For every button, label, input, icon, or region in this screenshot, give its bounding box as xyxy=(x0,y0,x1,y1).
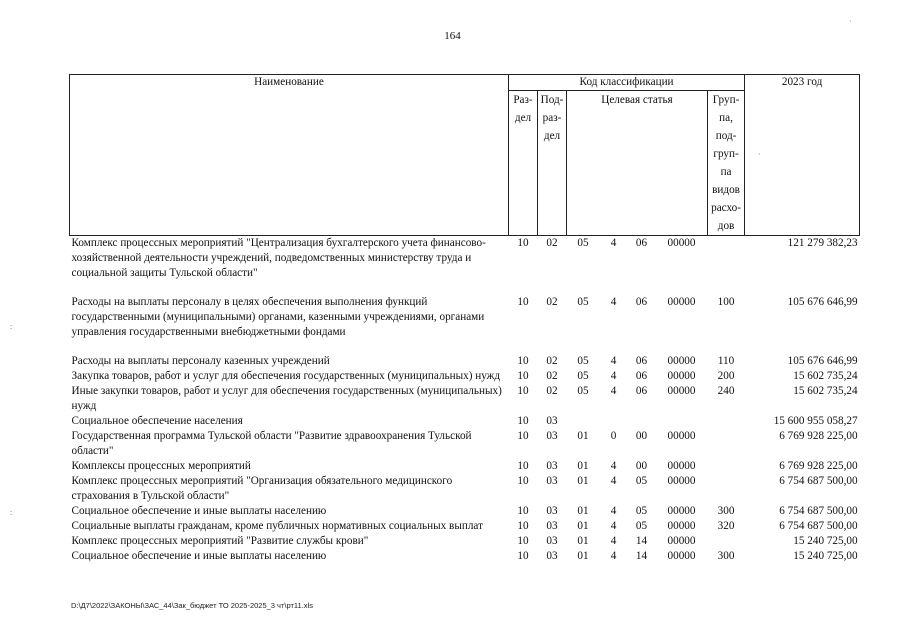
row-target-direction: 00000 xyxy=(667,385,696,397)
table-body xyxy=(70,236,860,565)
header-target-article: Целевая статья xyxy=(567,91,708,236)
row-subsection: 03 xyxy=(546,520,558,532)
header-code-group: Код классификации xyxy=(509,75,745,91)
table-row xyxy=(70,459,860,474)
row-target-program xyxy=(567,414,600,429)
row-target-program: 05 xyxy=(577,296,589,308)
table-header xyxy=(70,75,860,236)
row-target-complex: 00 xyxy=(635,430,648,442)
row-target-complex: 05 xyxy=(635,520,648,532)
row-expense-group xyxy=(708,474,745,504)
row-subsection: 03 xyxy=(546,460,558,472)
row-name: Социальные выплаты гражданам, кроме публичных нормативных социальных выплат xyxy=(71,520,483,532)
row-target-program: 05 xyxy=(577,370,589,382)
row-target-program: 05 xyxy=(577,237,589,249)
row-section: 10 xyxy=(517,550,529,562)
row-target-direction: 00000 xyxy=(667,355,696,367)
row-section: 10 xyxy=(517,296,529,308)
row-expense-group xyxy=(708,414,745,429)
row-target-program: 01 xyxy=(577,520,589,532)
row-target-program: 01 xyxy=(577,550,589,562)
row-section: 10 xyxy=(517,415,529,427)
row-expense-group: 200 xyxy=(717,370,735,382)
row-target-complex: 06 xyxy=(635,355,648,367)
row-expense-group xyxy=(708,534,745,549)
row-expense-group xyxy=(708,459,745,474)
table-row xyxy=(70,519,860,534)
row-target-type: 4 xyxy=(610,550,617,562)
table-row xyxy=(70,354,860,369)
header-section: Раз- дел xyxy=(509,91,538,236)
row-target-type: 4 xyxy=(610,505,617,517)
row-spacer xyxy=(70,340,860,354)
table-row xyxy=(70,549,860,564)
row-target-direction xyxy=(656,414,708,429)
row-target-complex: 06 xyxy=(635,296,648,308)
budget-table-container xyxy=(69,74,859,564)
row-target-program: 01 xyxy=(577,535,589,547)
table-row xyxy=(70,474,860,504)
table-row xyxy=(70,295,860,340)
row-target-complex: 05 xyxy=(635,475,648,487)
file-path-footer: D:\Д7\2022\ЗАКОНЫ\ЗАС_44\Зак_бюджет ТО 2025-2025_3 чт\рт11.xls xyxy=(71,601,313,610)
table-row xyxy=(70,414,860,429)
row-section: 10 xyxy=(517,430,529,442)
row-expense-group xyxy=(708,429,745,459)
row-name: Закупка товаров, работ и услуг для обеспечения государственных (муниципальных) нужд xyxy=(71,370,501,382)
row-subsection: 03 xyxy=(546,505,558,517)
row-target-direction: 00000 xyxy=(667,460,696,472)
budget-table xyxy=(69,74,860,564)
row-amount: 6 754 687 500,00 xyxy=(779,475,858,487)
row-section: 10 xyxy=(517,520,529,532)
page-number: 164 xyxy=(444,30,461,42)
row-target-direction: 00000 xyxy=(667,520,696,532)
row-target-type: 4 xyxy=(610,520,617,532)
row-expense-group: 100 xyxy=(717,296,735,308)
row-name: Комплексы процессных мероприятий xyxy=(71,460,251,472)
row-target-complex: 14 xyxy=(635,535,648,547)
row-amount: 15 602 735,24 xyxy=(793,370,858,382)
row-expense-group: 320 xyxy=(717,520,735,532)
row-target-direction: 00000 xyxy=(667,430,696,442)
row-name: Социальное обеспечение и иные выплаты населению xyxy=(71,505,327,517)
row-subsection: 03 xyxy=(546,475,558,487)
header-subsection: Под- раз- дел xyxy=(538,91,567,236)
row-name: Комплекс процессных мероприятий "Централизация бухгалтерского учета финансово-хозяйственной деятельности учреждений, подведомственных министерству труда и социальной защиты Тульской области" xyxy=(71,237,486,279)
row-subsection: 02 xyxy=(546,296,558,308)
table-row xyxy=(70,429,860,459)
row-target-type: 4 xyxy=(610,296,617,308)
row-name: Государственная программа Тульской области "Развитие здравоохранения Тульской области" xyxy=(71,430,472,457)
row-target-type: 0 xyxy=(610,430,617,442)
row-target-direction: 00000 xyxy=(667,550,696,562)
row-target-type: 4 xyxy=(610,370,617,382)
row-amount: 15 240 725,00 xyxy=(793,550,858,562)
row-target-program: 01 xyxy=(577,460,589,472)
row-subsection: 02 xyxy=(546,355,558,367)
scan-mark: : xyxy=(10,322,13,331)
table-row xyxy=(70,369,860,384)
row-target-complex: 14 xyxy=(635,550,648,562)
row-target-direction: 00000 xyxy=(667,296,696,308)
row-subsection: 03 xyxy=(546,415,558,427)
row-target-type xyxy=(600,414,628,429)
row-section: 10 xyxy=(517,237,529,249)
row-target-program: 05 xyxy=(577,355,589,367)
row-amount: 15 602 735,24 xyxy=(793,385,858,397)
scan-mark: : xyxy=(10,508,13,517)
row-section: 10 xyxy=(517,370,529,382)
row-expense-group xyxy=(708,236,745,282)
row-amount: 6 769 928 225,00 xyxy=(779,430,858,442)
row-target-type: 4 xyxy=(610,385,617,397)
row-amount: 6 754 687 500,00 xyxy=(779,520,858,532)
row-amount: 121 279 382,23 xyxy=(787,237,858,249)
row-target-complex: 06 xyxy=(635,237,648,249)
row-target-direction: 00000 xyxy=(667,370,696,382)
row-expense-group: 110 xyxy=(717,355,735,367)
row-target-program: 01 xyxy=(577,505,589,517)
row-target-program: 01 xyxy=(577,430,589,442)
row-target-direction: 00000 xyxy=(667,505,696,517)
row-spacer-cell xyxy=(70,340,860,354)
row-spacer xyxy=(70,281,860,295)
row-target-complex: 06 xyxy=(635,370,648,382)
row-amount: 6 769 928 225,00 xyxy=(779,460,858,472)
row-name: Расходы на выплаты персоналу в целях обеспечения выполнения функций государственными (муниципальными) органами, казенными учреждениями, органами управления государственными внебюджетными фондами xyxy=(71,296,485,338)
row-amount: 15 240 725,00 xyxy=(793,535,858,547)
row-subsection: 03 xyxy=(546,430,558,442)
row-target-type: 4 xyxy=(610,475,617,487)
row-subsection: 03 xyxy=(546,535,558,547)
header-expense-group: Груп- па, под- груп- па видов расхо- дов xyxy=(708,91,745,236)
row-name: Комплекс процессных мероприятий "Развитие службы крови" xyxy=(71,535,369,547)
row-subsection: 03 xyxy=(546,550,558,562)
row-subsection: 02 xyxy=(546,385,558,397)
row-target-complex: 05 xyxy=(635,505,648,517)
row-target-direction: 00000 xyxy=(667,237,696,249)
header-name: Наименование xyxy=(70,75,509,236)
row-amount: 15 600 955 058,27 xyxy=(773,415,858,427)
row-section: 10 xyxy=(517,355,529,367)
row-target-complex: 00 xyxy=(635,460,648,472)
row-expense-group: 300 xyxy=(717,505,735,517)
row-target-type: 4 xyxy=(610,355,617,367)
table-row xyxy=(70,534,860,549)
scan-mark: · xyxy=(849,17,852,26)
row-target-type: 4 xyxy=(610,460,617,472)
row-section: 10 xyxy=(517,460,529,472)
row-spacer-cell xyxy=(70,281,860,295)
row-amount: 6 754 687 500,00 xyxy=(779,505,858,517)
row-name: Социальное обеспечение и иные выплаты населению xyxy=(71,550,327,562)
row-target-program: 05 xyxy=(577,385,589,397)
table-row xyxy=(70,504,860,519)
row-section: 10 xyxy=(517,475,529,487)
row-target-complex: 06 xyxy=(635,385,648,397)
row-section: 10 xyxy=(517,505,529,517)
row-subsection: 02 xyxy=(546,237,558,249)
table-row xyxy=(70,384,860,414)
row-expense-group: 300 xyxy=(717,550,735,562)
row-target-direction: 00000 xyxy=(667,475,696,487)
row-amount: 105 676 646,99 xyxy=(787,355,858,367)
scan-mark: · xyxy=(758,150,761,159)
row-target-direction: 00000 xyxy=(667,535,696,547)
row-target-program: 01 xyxy=(577,475,589,487)
row-section: 10 xyxy=(517,535,529,547)
row-target-type: 4 xyxy=(610,535,617,547)
row-subsection: 02 xyxy=(546,370,558,382)
header-year: 2023 год xyxy=(745,75,860,236)
row-name: Социальное обеспечение населения xyxy=(71,415,243,427)
row-amount: 105 676 646,99 xyxy=(787,296,858,308)
row-target-complex xyxy=(628,414,656,429)
table-row xyxy=(70,236,860,282)
row-target-type: 4 xyxy=(610,237,617,249)
row-section: 10 xyxy=(517,385,529,397)
row-expense-group: 240 xyxy=(717,385,735,397)
row-name: Иные закупки товаров, работ и услуг для обеспечения государственных (муниципальных) нужд xyxy=(71,385,502,412)
row-name: Комплекс процессных мероприятий "Организация обязательного медицинского страхования в Тульской области" xyxy=(71,475,453,502)
row-name: Расходы на выплаты персоналу казенных учреждений xyxy=(71,355,330,367)
